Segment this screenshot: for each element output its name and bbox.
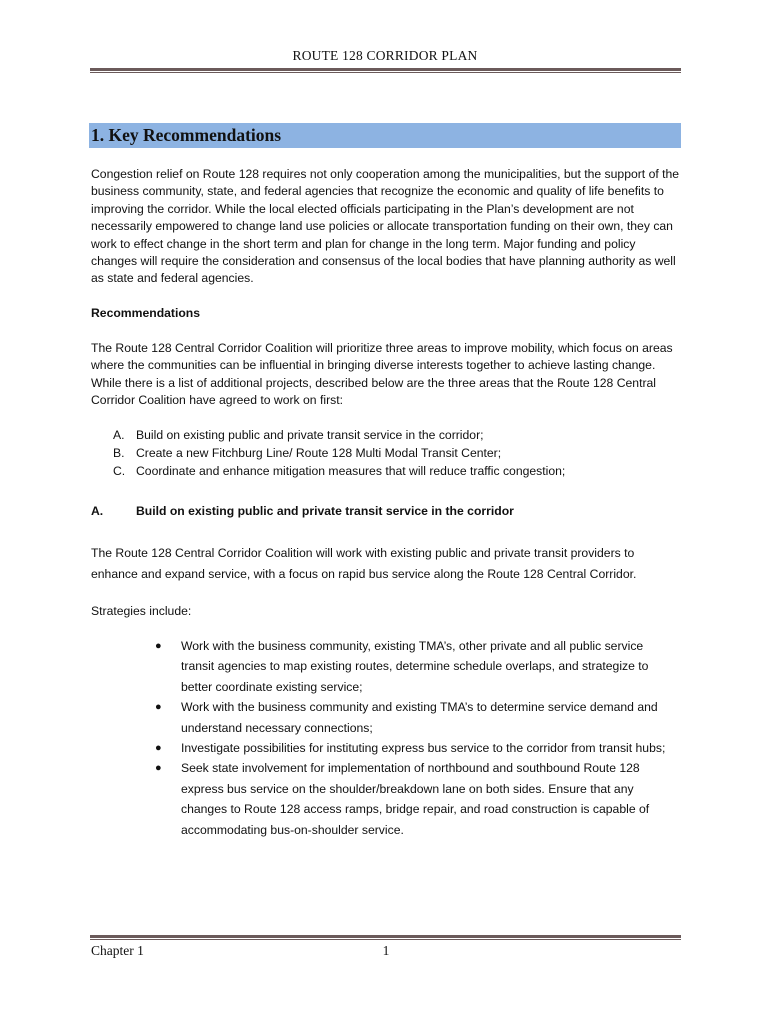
bullet-icon: ● [155,762,162,775]
recommendations-list [113,426,683,480]
strategy-text: Investigate possibilities for instituting express bus service to the corridor from transit hubs; [181,741,666,756]
list-marker: B. [113,446,125,460]
list-item-text: Build on existing public and private transit service in the corridor; [136,428,484,442]
subsection-title: Build on existing public and private transit service in the corridor [136,504,514,518]
strategy-text: Seek state involvement for implementation of northbound and southbound Route 128 express bus service on the shoulder/breakdown lane on both sides. Ensure that any changes to Route 128 access ramps, bridge repair, and road construction is capable of accommodating bus-on-shoulder service. [181,761,650,837]
strategies-list [155,636,675,840]
recommendations-heading: Recommendations [91,306,201,320]
intro-paragraph: Congestion relief on Route 128 requires not only cooperation among the municipalities, but the support of the business community, state, and federal agencies that recognize the economic and quality of life benefits to improving the corridor. While the local elected officials participating in the Plan’s development are not necessarily empowered to change land use policies or allocate transportation funding on their own, they can work to effect change in the short term and plan for change in the long term. Major funding and policy changes will require the consideration and consensus of the local bodies that have planning authority as well as state and federal agencies. [91,167,680,286]
list-item [113,444,683,462]
bullet-icon: ● [155,640,162,652]
page-number: 1 [382,943,390,958]
running-header: ROUTE 128 CORRIDOR PLAN [292,48,478,63]
bullet-icon: ● [155,701,162,714]
list-marker: A. [113,428,125,442]
section-title: 1. Key Recommendations [91,125,282,145]
subsection-paragraph: The Route 128 Central Corridor Coalition will work with existing public and private transit providers to enhance and expand service, with a focus on rapid bus service along the Route 128 Central Corridor. [91,546,637,581]
header-rule [90,68,681,73]
list-item [155,636,675,697]
list-item [155,738,675,758]
list-item-text: Coordinate and enhance mitigation measures that will reduce traffic congestion; [136,464,566,478]
list-item-text: Create a new Fitchburg Line/ Route 128 Multi Modal Transit Center; [136,446,502,460]
bullet-icon: ● [155,742,162,755]
footer-chapter: Chapter 1 [91,943,144,958]
list-item [113,462,683,480]
list-item [155,758,675,840]
subsection-marker: A. [91,504,104,518]
strategy-text: Work with the business community, existing TMA’s, other private and all public service transit agencies to map existing routes, determine schedule overlaps, and strategize to better coordinate existing service; [181,639,649,694]
strategy-text: Work with the business community and existing TMA’s to determine service demand and understand necessary connections; [181,700,658,735]
recommendations-paragraph: The Route 128 Central Corridor Coalition will prioritize three areas to improve mobility, which focus on areas where the communities can be influential in bringing diverse interests together to achieve lasting change. While there is a list of additional projects, described below are the three areas that the Route 128 Central Corridor Coalition have agreed to work on first: [91,341,673,408]
strategies-label: Strategies include: [91,604,192,618]
footer-rule [90,935,681,940]
list-item [113,426,683,444]
list-item [155,697,675,738]
list-marker: C. [113,464,126,478]
